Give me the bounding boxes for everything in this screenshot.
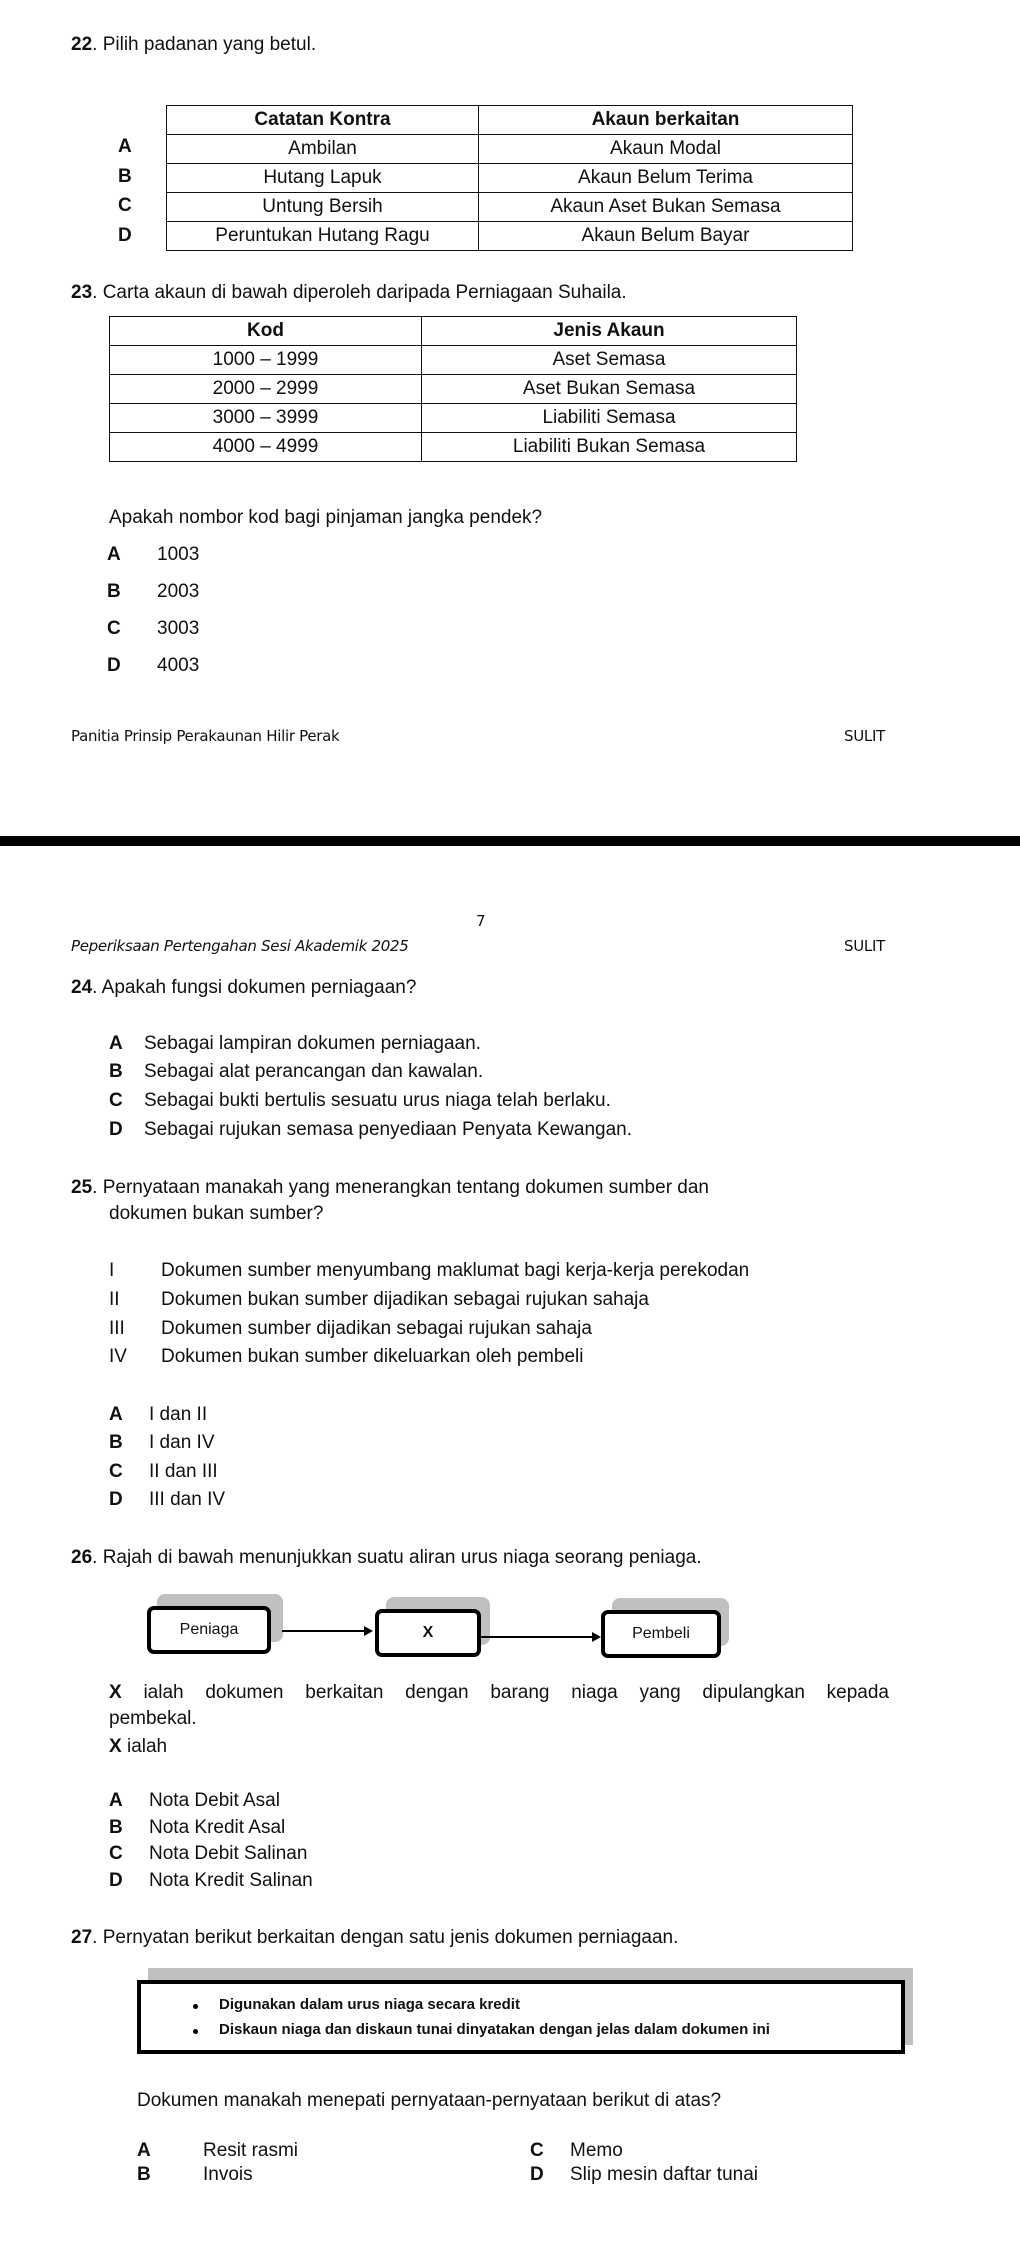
answer-option-d[interactable] (530, 2164, 758, 2186)
option-text: 2003 (157, 581, 200, 602)
row-label-c: C (118, 195, 132, 216)
table-header: Kod (110, 317, 422, 346)
statement-iii (109, 1318, 592, 1340)
statement-text: Dokumen sumber menyumbang maklumat bagi kerja-kerja perekodan (161, 1260, 750, 1281)
answer-option-b[interactable] (107, 581, 199, 603)
option-letter: A (109, 1790, 123, 1811)
option-text: 4003 (157, 655, 200, 676)
option-letter: D (107, 655, 121, 676)
option-text: I dan II (149, 1404, 208, 1425)
option-text: Sebagai bukti bertulis sesuatu urus niaga telah berlaku. (144, 1090, 611, 1111)
question-number: 26 (71, 1547, 93, 1568)
option-letter: B (109, 1432, 123, 1453)
statement-iv (109, 1346, 583, 1368)
bullet-icon (193, 2029, 198, 2034)
answer-option-a[interactable] (109, 1033, 481, 1055)
statement-i (109, 1260, 749, 1282)
arrow-head-icon (364, 1626, 373, 1636)
table-row (167, 164, 853, 193)
table-cell: 1000 – 1999 (110, 346, 422, 375)
statement-bullet: Diskaun niaga dan diskaun tunai dinyatakan dengan jelas dalam dokumen ini (219, 2021, 770, 2038)
option-text: I dan IV (149, 1432, 215, 1453)
page-number: 7 (476, 912, 486, 930)
table-cell: Liabiliti Bukan Semasa (422, 433, 797, 462)
table-cell: Liabiliti Semasa (422, 404, 797, 433)
table-cell: 3000 – 3999 (110, 404, 422, 433)
diagram-node-seller: Peniaga (147, 1606, 271, 1654)
flow-arrow-line (282, 1630, 366, 1632)
header-left: Peperiksaan Pertengahan Sesi Akademik 2025 (71, 937, 409, 955)
question-number: 27 (71, 1927, 93, 1948)
table-header-row (110, 317, 797, 346)
option-text: Memo (570, 2140, 623, 2161)
answer-option-b[interactable] (109, 1817, 285, 1839)
statement-numeral: IV (109, 1346, 127, 1367)
question-number: 24 (71, 977, 93, 998)
arrow-head-icon (592, 1632, 601, 1642)
answer-option-a[interactable] (137, 2140, 298, 2162)
table-cell: Peruntukan Hutang Ragu (167, 222, 479, 251)
question-27-prompt: Dokumen manakah menepati pernyataan-pernyataan berikut di atas? (137, 2090, 722, 2111)
question-23-prompt: Apakah nombor kod bagi pinjaman jangka pendek? (109, 507, 543, 528)
footer-right: SULIT (844, 727, 885, 745)
answer-option-b[interactable] (137, 2164, 253, 2186)
question-number: 25 (71, 1177, 93, 1198)
option-text: Sebagai alat perancangan dan kawalan. (144, 1061, 484, 1082)
statement-numeral: II (109, 1289, 120, 1310)
table-cell: Hutang Lapuk (167, 164, 479, 193)
answer-option-a[interactable] (109, 1790, 280, 1812)
option-letter: A (109, 1033, 123, 1054)
answer-option-d[interactable] (109, 1870, 313, 1892)
question-25-stem: 25. Pernyataan manakah yang menerangkan tentang dokumen sumber dan (71, 1177, 709, 1198)
statement-numeral: I (109, 1260, 115, 1281)
answer-option-d[interactable] (109, 1119, 632, 1141)
question-26-stem: 26. Rajah di bawah menunjukkan suatu aliran urus niaga seorang peniaga. (71, 1547, 702, 1568)
table-cell: Akaun Aset Bukan Semasa (479, 193, 853, 222)
table-cell: Aset Bukan Semasa (422, 375, 797, 404)
row-label-a: A (118, 136, 132, 157)
contra-entry-table (166, 105, 853, 251)
option-letter: D (109, 1119, 123, 1140)
table-row (110, 433, 797, 462)
answer-option-d[interactable] (107, 655, 199, 677)
statement-bullet: Digunakan dalam urus niaga secara kredit (219, 1996, 520, 2013)
statement-ii (109, 1289, 649, 1311)
table-row (110, 346, 797, 375)
option-letter: A (107, 544, 121, 565)
answer-option-c[interactable] (107, 618, 199, 640)
diagram-node-buyer: Pembeli (601, 1610, 721, 1658)
question-25-stem-line2: dokumen bukan sumber? (109, 1203, 324, 1224)
option-text: 1003 (157, 544, 200, 565)
table-cell: Aset Semasa (422, 346, 797, 375)
option-text: 3003 (157, 618, 200, 639)
option-letter: D (109, 1489, 123, 1510)
answer-option-c[interactable] (530, 2140, 623, 2162)
table-row (167, 135, 853, 164)
table-header: Jenis Akaun (422, 317, 797, 346)
answer-option-c[interactable] (109, 1461, 218, 1483)
option-text: Invois (203, 2164, 253, 2185)
table-row (167, 222, 853, 251)
statement-numeral: III (109, 1318, 125, 1339)
table-cell: Untung Bersih (167, 193, 479, 222)
question-24-stem: 24. Apakah fungsi dokumen perniagaan? (71, 977, 417, 998)
table-row (167, 193, 853, 222)
question-26-description-line2: pembekal. (109, 1708, 197, 1729)
option-letter: C (109, 1843, 123, 1864)
diagram-node-x: X (375, 1609, 481, 1657)
answer-option-d[interactable] (109, 1489, 225, 1511)
table-cell: Akaun Modal (479, 135, 853, 164)
answer-option-c[interactable] (109, 1843, 307, 1865)
statement-text: Dokumen sumber dijadikan sebagai rujukan sahaja (161, 1318, 592, 1339)
table-row (110, 404, 797, 433)
question-26-description: X ialah dokumen berkaitan dengan barang niaga yang dipulangkan kepada (109, 1682, 889, 1703)
option-letter: C (530, 2140, 544, 2161)
option-letter: B (137, 2164, 151, 2185)
table-cell: 2000 – 2999 (110, 375, 422, 404)
table-header-row (167, 106, 853, 135)
option-letter: A (109, 1404, 123, 1425)
option-letter: B (109, 1061, 123, 1082)
question-22-stem: 22. Pilih padanan yang betul. (71, 34, 317, 55)
table-cell: Akaun Belum Bayar (479, 222, 853, 251)
option-letter: D (109, 1870, 123, 1891)
option-letter: C (109, 1461, 123, 1482)
option-letter: B (109, 1817, 123, 1838)
footer-left: Panitia Prinsip Perakaunan Hilir Perak (71, 727, 340, 745)
row-label-d: D (118, 225, 132, 246)
option-letter: C (109, 1090, 123, 1111)
question-26-prompt: X ialah (109, 1736, 168, 1757)
answer-option-a[interactable] (109, 1404, 207, 1426)
answer-option-b[interactable] (109, 1061, 483, 1083)
option-letter: D (530, 2164, 544, 2185)
statement-text: Dokumen bukan sumber dikeluarkan oleh pembeli (161, 1346, 584, 1367)
option-text: Sebagai rujukan semasa penyediaan Penyata Kewangan. (144, 1119, 633, 1140)
option-text: Resit rasmi (203, 2140, 299, 2161)
question-23-stem: 23. Carta akaun di bawah diperoleh daripada Perniagaan Suhaila. (71, 282, 627, 303)
option-text: Nota Kredit Salinan (149, 1870, 313, 1891)
question-27-stem: 27. Pernyatan berikut berkaitan dengan satu jenis dokumen perniagaan. (71, 1927, 679, 1948)
answer-option-c[interactable] (109, 1090, 611, 1112)
question-number: 22 (71, 34, 93, 55)
answer-option-a[interactable] (107, 544, 199, 566)
statement-text: Dokumen bukan sumber dijadikan sebagai rujukan sahaja (161, 1289, 649, 1310)
option-text: III dan IV (149, 1489, 226, 1510)
option-text: Slip mesin daftar tunai (570, 2164, 758, 2185)
table-cell: 4000 – 4999 (110, 433, 422, 462)
page-break-divider (0, 836, 1020, 846)
table-row (110, 375, 797, 404)
row-label-b: B (118, 166, 132, 187)
chart-of-accounts-table (109, 316, 797, 462)
option-text: II dan III (149, 1461, 218, 1482)
option-text: Nota Debit Asal (149, 1790, 280, 1811)
question-number: 23 (71, 282, 93, 303)
statement-box (137, 1980, 905, 2054)
answer-option-b[interactable] (109, 1432, 215, 1454)
table-header: Akaun berkaitan (479, 106, 853, 135)
option-text: Nota Kredit Asal (149, 1817, 286, 1838)
option-text: Sebagai lampiran dokumen perniagaan. (144, 1033, 481, 1054)
option-letter: A (137, 2140, 151, 2161)
option-letter: C (107, 618, 121, 639)
option-letter: B (107, 581, 121, 602)
table-header: Catatan Kontra (167, 106, 479, 135)
bullet-icon (193, 2004, 198, 2009)
header-right: SULIT (844, 937, 885, 955)
table-cell: Akaun Belum Terima (479, 164, 853, 193)
option-text: Nota Debit Salinan (149, 1843, 308, 1864)
table-cell: Ambilan (167, 135, 479, 164)
flow-arrow-line (481, 1636, 594, 1638)
